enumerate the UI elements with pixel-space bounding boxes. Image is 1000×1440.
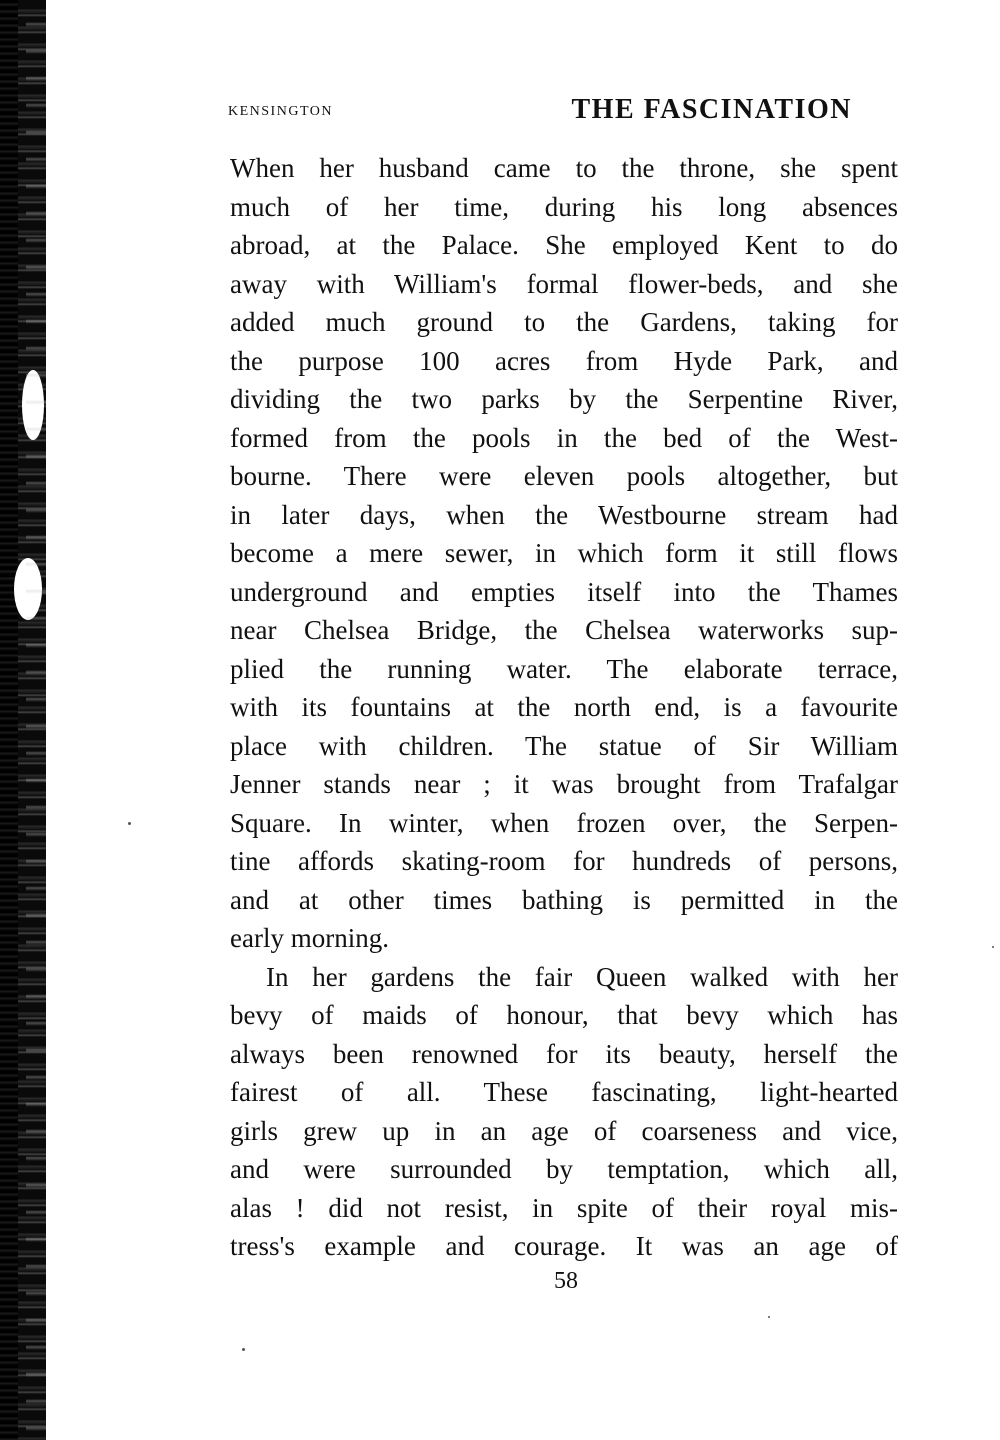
text-line: in later days, when the Westbourne stream had: [230, 499, 898, 530]
text-line: bourne. There were eleven pools altogether, but: [230, 461, 898, 491]
text-line: bevy of maids of honour, that bevy which has: [230, 1000, 898, 1030]
text-line: and were surrounded by temptation, which all,: [230, 1154, 898, 1184]
scan-speck: [768, 1316, 770, 1318]
text-line: place with children. The statue of Sir William: [230, 730, 898, 761]
running-head-section: KENSINGTON: [228, 104, 333, 119]
running-head-title: THE FASCINATION: [571, 94, 852, 125]
book-binding-edge: [0, 0, 46, 1440]
scan-speck: [128, 822, 131, 825]
body-text: [230, 149, 898, 1266]
text-line: dividing the two parks by the Serpentine River,: [230, 384, 898, 414]
text-line: girls grew up in an age of coarseness and vice,: [230, 1115, 898, 1146]
text-line: away with William's formal flower-beds, and she: [230, 268, 898, 299]
running-head: [228, 94, 852, 134]
text-line: much of her time, during his long absences: [230, 191, 898, 222]
text-line: alas ! did not resist, in spite of their royal mis-: [230, 1192, 898, 1223]
paragraph-1: [230, 149, 898, 958]
text-line: underground and empties itself into the Thames: [230, 576, 898, 607]
text-line: In her gardens the fair Queen walked with her: [266, 961, 898, 992]
scan-speck: [992, 946, 994, 948]
text-line: fairest of all. These fascinating, light-hearted: [230, 1077, 898, 1107]
text-line: tine affords skating-room for hundreds of persons,: [230, 846, 898, 876]
text-line: always been renowned for its beauty, herself the: [230, 1038, 898, 1069]
text-line: formed from the pools in the bed of the West-: [230, 422, 898, 453]
text-line: Jenner stands near ; it was brought from Trafalgar: [230, 769, 898, 799]
text-line: plied the running water. The elaborate terrace,: [230, 653, 898, 684]
page-number: 58: [554, 1268, 578, 1294]
text-line: abroad, at the Palace. She employed Kent to do: [230, 230, 898, 260]
text-line: tress's example and courage. It was an age of: [230, 1231, 898, 1261]
text-line: with its fountains at the north end, is a favourite: [230, 692, 898, 722]
binding-wear-mark: [14, 558, 42, 620]
text-line: become a mere sewer, in which form it still flows: [230, 538, 898, 568]
scan-speck: [242, 1348, 245, 1351]
text-line: added much ground to the Gardens, taking for: [230, 307, 898, 337]
paragraph-2: [230, 958, 898, 1266]
text-line: early morning.: [230, 923, 389, 953]
text-line: Square. In winter, when frozen over, the Serpen-: [230, 807, 898, 838]
binding-wear-mark: [22, 370, 44, 440]
text-line: When her husband came to the throne, she spent: [230, 153, 898, 183]
text-line: the purpose 100 acres from Hyde Park, and: [230, 345, 898, 376]
text-line: near Chelsea Bridge, the Chelsea waterworks sup-: [230, 615, 898, 645]
text-line: and at other times bathing is permitted in the: [230, 884, 898, 915]
